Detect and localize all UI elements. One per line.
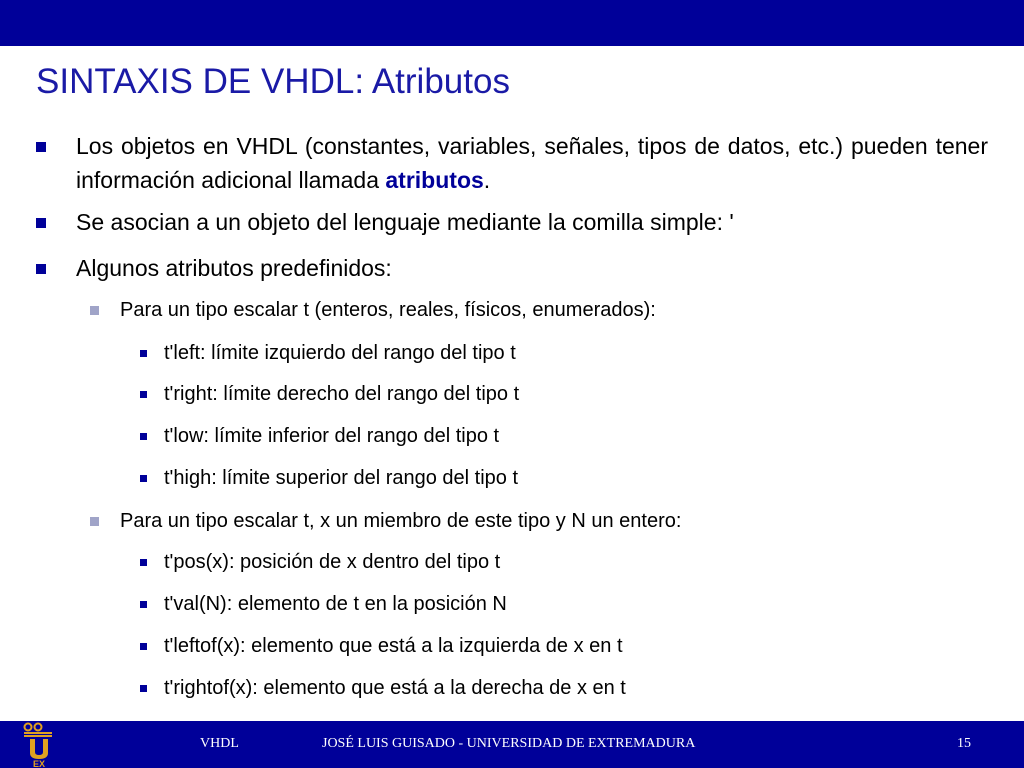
svg-text:EX: EX: [33, 759, 46, 768]
header-bar: [0, 0, 1024, 46]
atributos-keyword: atributos: [385, 167, 484, 193]
item-text: t'pos(x): posición de x dentro del tipo t: [164, 551, 501, 573]
item-marker: [140, 433, 147, 440]
sub-bullet-text: Para un tipo escalar t (enteros, reales, físicos, enumerados):: [120, 299, 656, 321]
item-text: t'low: límite inferior del rango del tipo t: [164, 425, 500, 447]
item-text: t'high: límite superior del rango del tipo t: [164, 467, 519, 489]
footer-page-number: 15: [957, 736, 971, 751]
item-marker: [140, 350, 147, 357]
bullet-marker: [36, 264, 46, 274]
item-text: t'leftof(x): elemento que está a la izquierda de x en t: [164, 635, 623, 657]
footer-course: VHDL: [200, 736, 239, 751]
item-text: t'val(N): elemento de t en la posición N: [164, 593, 507, 615]
item-marker: [140, 643, 147, 650]
item-text: t'right: límite derecho del rango del tipo t: [164, 383, 520, 405]
item-marker: [140, 475, 147, 482]
slide-title: SINTAXIS DE VHDL: Atributos: [36, 62, 510, 101]
bullet-comilla: [36, 205, 988, 239]
bullet-text: Los objetos en VHDL (constantes, variables, señales, tipos de datos, etc.) pueden tener información adicional llamada atributos.: [76, 133, 988, 193]
bullet-marker: [36, 142, 46, 152]
sub-bullet-marker: [90, 517, 99, 526]
item-marker: [140, 685, 147, 692]
footer-bar: [0, 721, 1024, 768]
bullet-objetos: [36, 129, 988, 197]
item-marker: [140, 601, 147, 608]
university-logo-icon: [22, 721, 56, 768]
sub-bullet-marker: [90, 306, 99, 315]
item-text: t'left: límite izquierdo del rango del tipo t: [164, 342, 516, 364]
bullet-marker: [36, 218, 46, 228]
item-marker: [140, 391, 147, 398]
footer-author: JOSÉ LUIS GUISADO - UNIVERSIDAD DE EXTREMADURA: [322, 736, 696, 751]
sub-bullet-text: Para un tipo escalar t, x un miembro de este tipo y N un entero:: [120, 510, 682, 532]
item-marker: [140, 559, 147, 566]
bullet-text: Se asocian a un objeto del lenguaje mediante la comilla simple: ': [76, 209, 734, 235]
bullet-algunos: [36, 251, 988, 285]
item-text: t'rightof(x): elemento que está a la derecha de x en t: [164, 677, 626, 699]
bullet-text: Algunos atributos predefinidos:: [76, 255, 392, 281]
